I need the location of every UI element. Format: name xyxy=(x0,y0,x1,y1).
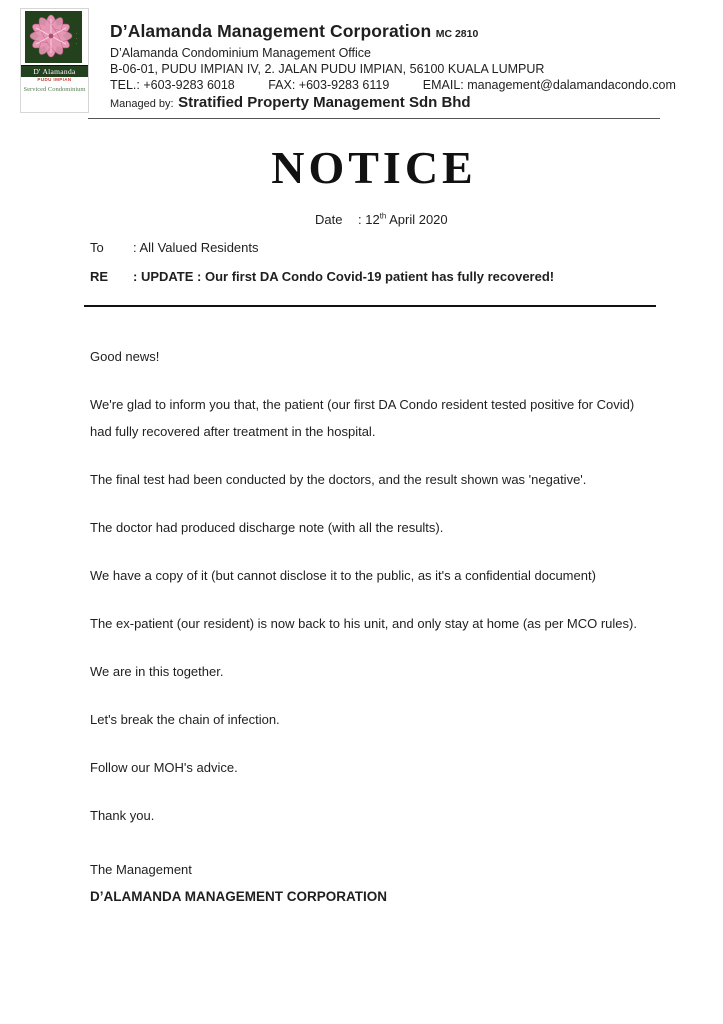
to-line xyxy=(90,240,723,255)
re-label: RE xyxy=(90,269,109,284)
flower-logo-icon xyxy=(21,9,86,65)
re-line xyxy=(90,269,723,284)
svg-text:·: · xyxy=(76,36,78,41)
paragraph: The final test had been conducted by the doctors, and the result shown was 'negative'. xyxy=(90,472,587,487)
paragraph: We have a copy of it (but cannot disclose it to the public, as it's a confidential document) xyxy=(90,568,596,583)
email-address: EMAIL: management@dalamandacondo.com xyxy=(422,78,676,92)
re-value: : UPDATE : Our first DA Condo Covid-19 patient has fully recovered! xyxy=(133,269,555,284)
logo-sub-text: PUDU IMPIAN xyxy=(37,77,72,82)
tel-number: TEL.: +603-9283 6018 xyxy=(110,78,235,92)
office-address: B-06-01, PUDU IMPIAN IV, 2. JALAN PUDU IMPIAN, 56100 KUALA LUMPUR xyxy=(110,62,545,76)
date-label: Date xyxy=(315,212,343,227)
paragraph: Good news! xyxy=(90,349,160,364)
letterhead-text xyxy=(89,8,676,113)
letter-body xyxy=(90,307,658,910)
paragraph: Follow our MOH's advice. xyxy=(90,760,238,775)
closing-line: The Management xyxy=(90,862,192,877)
fax-number: FAX: +603-9283 6119 xyxy=(268,78,390,92)
date-line xyxy=(90,212,723,227)
contact-line xyxy=(110,77,676,93)
logo-band-text: D' Alamanda xyxy=(21,65,88,77)
paragraph: Thank you. xyxy=(90,808,155,823)
paragraph: Let's break the chain of infection. xyxy=(90,712,280,727)
org-name: D’Alamanda Management Corporation xyxy=(110,21,432,41)
to-label: To xyxy=(90,240,104,255)
managed-by-value: Stratified Property Management Sdn Bhd xyxy=(178,94,471,111)
date-value: : 12th April 2020 xyxy=(358,211,448,227)
to-value: : All Valued Residents xyxy=(133,240,259,255)
logo-tagline: Serviced Condominium xyxy=(23,86,86,93)
svg-text:·: · xyxy=(76,31,78,36)
company-logo xyxy=(20,8,89,113)
office-name: D’Alamanda Condominium Management Office xyxy=(110,46,372,60)
page-title: NOTICE xyxy=(271,142,477,193)
paragraph: We are in this together. xyxy=(90,664,224,679)
paragraph: The doctor had produced discharge note (with all the results). xyxy=(90,520,444,535)
paragraph: The ex-patient (our resident) is now back to his unit, and only stay at home (as per MCO rules). xyxy=(90,616,637,631)
org-code: MC 2810 xyxy=(435,28,479,40)
paragraph: We're glad to inform you that, the patient (our first DA Condo resident tested positive for Covid) had fully recovered after treatment in the hospital. xyxy=(90,397,635,439)
managed-by-label: Managed by: xyxy=(110,98,174,110)
letterhead xyxy=(0,0,723,113)
signature-org-name: D’ALAMANDA MANAGEMENT CORPORATION xyxy=(90,889,387,904)
svg-text:·: · xyxy=(76,41,78,46)
header-divider xyxy=(88,118,660,119)
